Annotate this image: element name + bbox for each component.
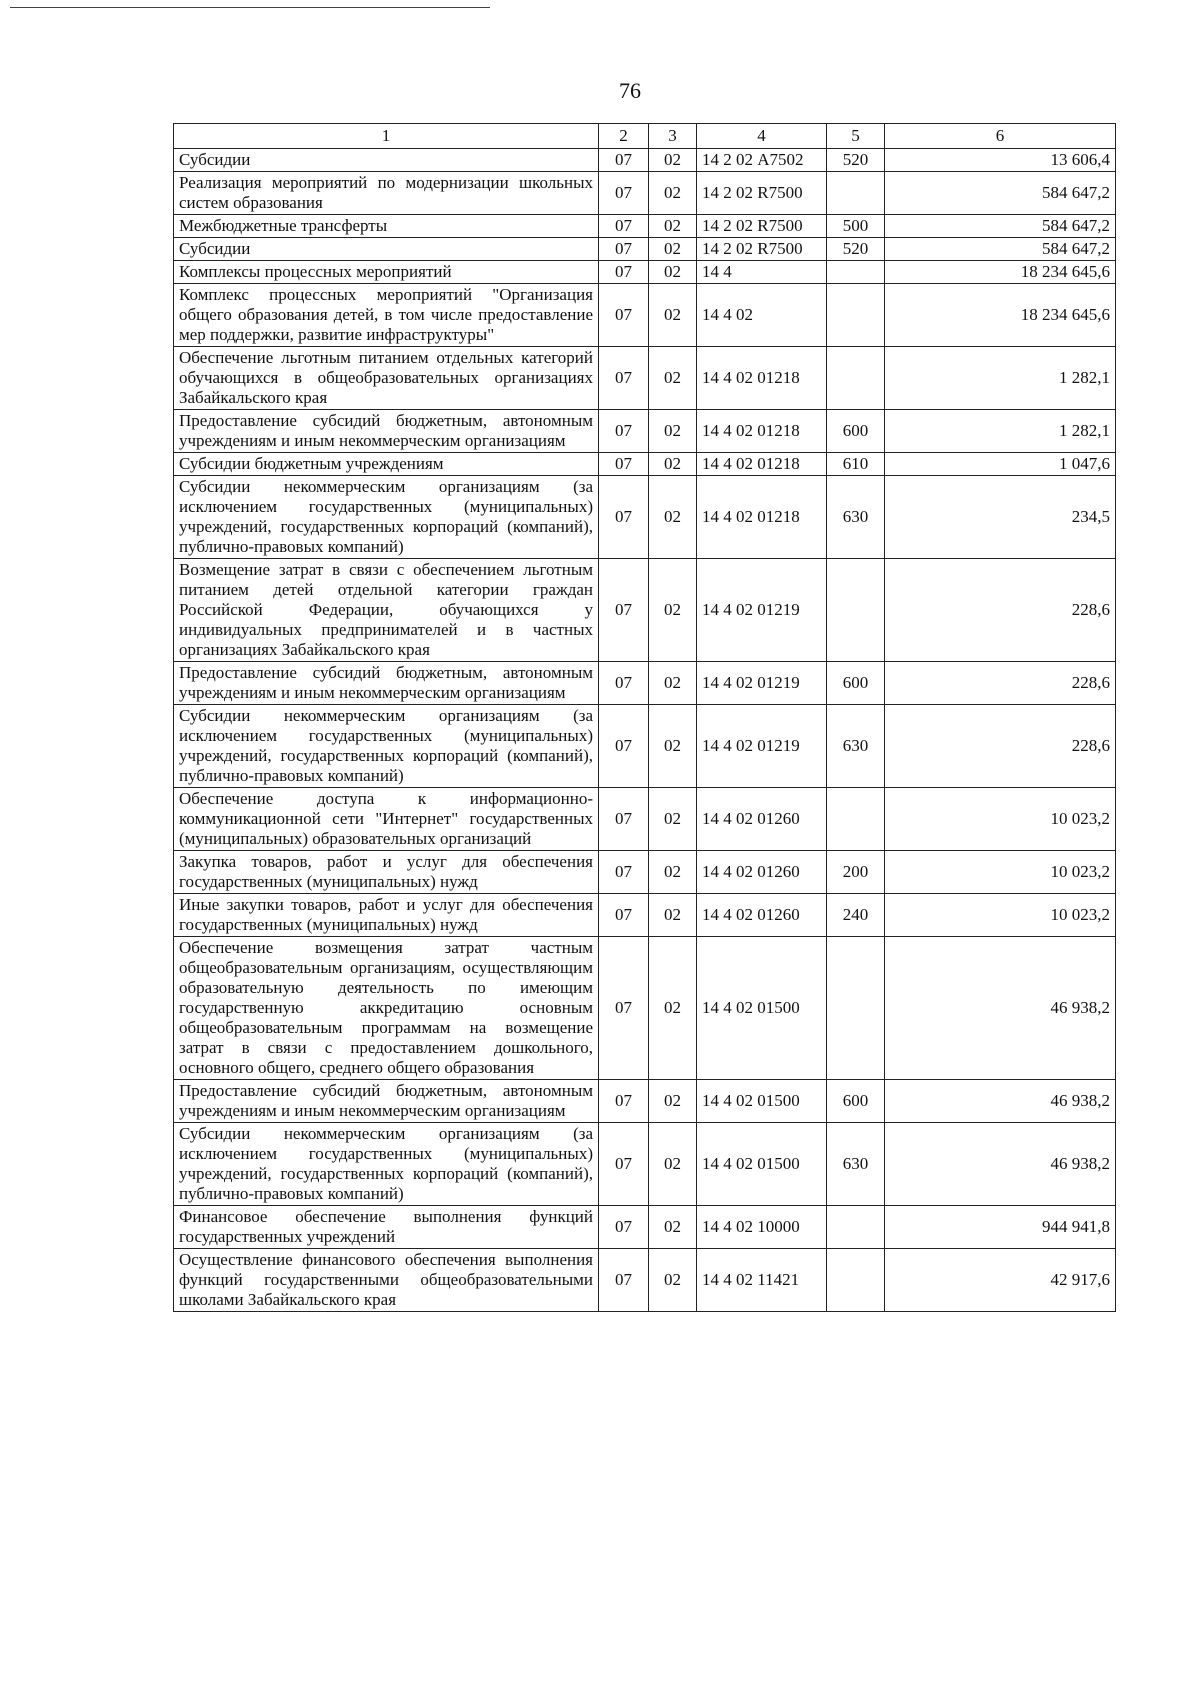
row-target-article-cell: 14 4 <box>697 261 827 284</box>
row-name-cell: Осуществление финансового обеспечения выполнения функций государственными общеобразовательными школами Забайкальского края <box>174 1249 599 1312</box>
table-row <box>174 284 1116 347</box>
row-subsection-cell: 02 <box>649 410 697 453</box>
row-target-article-cell: 14 4 02 01218 <box>697 453 827 476</box>
row-subsection-cell: 02 <box>649 284 697 347</box>
row-expense-type-cell <box>827 788 885 851</box>
table-row <box>174 1080 1116 1123</box>
column-header-name: 1 <box>174 124 599 149</box>
row-subsection-cell: 02 <box>649 662 697 705</box>
table-row <box>174 261 1116 284</box>
row-amount-cell: 1 282,1 <box>885 347 1116 410</box>
row-amount-cell: 1 047,6 <box>885 453 1116 476</box>
table-row <box>174 215 1116 238</box>
row-subsection-cell: 02 <box>649 788 697 851</box>
row-target-article-cell: 14 4 02 11421 <box>697 1249 827 1312</box>
row-name-cell: Субсидии некоммерческим организациям (за исключением государственных (муниципальных) учреждений, государственных корпораций (компаний), публично-правовых компаний) <box>174 1123 599 1206</box>
row-expense-type-cell: 600 <box>827 662 885 705</box>
row-amount-cell: 234,5 <box>885 476 1116 559</box>
row-target-article-cell: 14 2 02 А7502 <box>697 149 827 172</box>
row-subsection-cell: 02 <box>649 347 697 410</box>
row-amount-cell: 10 023,2 <box>885 894 1116 937</box>
row-expense-type-cell: 610 <box>827 453 885 476</box>
row-name-cell: Реализация мероприятий по модернизации школьных систем образования <box>174 172 599 215</box>
row-target-article-cell: 14 4 02 01260 <box>697 788 827 851</box>
row-amount-cell: 18 234 645,6 <box>885 284 1116 347</box>
row-section-cell: 07 <box>599 1080 649 1123</box>
row-target-article-cell: 14 4 02 01218 <box>697 476 827 559</box>
row-subsection-cell: 02 <box>649 851 697 894</box>
table-row <box>174 851 1116 894</box>
row-amount-cell: 42 917,6 <box>885 1249 1116 1312</box>
row-subsection-cell: 02 <box>649 1080 697 1123</box>
row-name-cell: Обеспечение льготным питанием отдельных категорий обучающихся в общеобразовательных организациях Забайкальского края <box>174 347 599 410</box>
row-subsection-cell: 02 <box>649 215 697 238</box>
row-section-cell: 07 <box>599 284 649 347</box>
row-target-article-cell: 14 2 02 R7500 <box>697 172 827 215</box>
row-section-cell: 07 <box>599 1249 649 1312</box>
row-expense-type-cell: 520 <box>827 149 885 172</box>
row-target-article-cell: 14 4 02 10000 <box>697 1206 827 1249</box>
row-expense-type-cell <box>827 172 885 215</box>
row-subsection-cell: 02 <box>649 937 697 1080</box>
row-expense-type-cell <box>827 1206 885 1249</box>
row-subsection-cell: 02 <box>649 1123 697 1206</box>
row-amount-cell: 10 023,2 <box>885 788 1116 851</box>
row-section-cell: 07 <box>599 476 649 559</box>
row-name-cell: Предоставление субсидий бюджетным, автономным учреждениям и иным некоммерческим организациям <box>174 1080 599 1123</box>
row-amount-cell: 18 234 645,6 <box>885 261 1116 284</box>
row-expense-type-cell: 520 <box>827 238 885 261</box>
row-expense-type-cell <box>827 261 885 284</box>
row-name-cell: Закупка товаров, работ и услуг для обеспечения государственных (муниципальных) нужд <box>174 851 599 894</box>
row-expense-type-cell: 240 <box>827 894 885 937</box>
row-section-cell: 07 <box>599 662 649 705</box>
table-row <box>174 476 1116 559</box>
table-row <box>174 788 1116 851</box>
row-amount-cell: 46 938,2 <box>885 1080 1116 1123</box>
row-target-article-cell: 14 2 02 R7500 <box>697 215 827 238</box>
row-name-cell: Субсидии некоммерческим организациям (за исключением государственных (муниципальных) учреждений, государственных корпораций (компаний), публично-правовых компаний) <box>174 705 599 788</box>
row-section-cell: 07 <box>599 261 649 284</box>
row-target-article-cell: 14 4 02 01218 <box>697 347 827 410</box>
row-expense-type-cell: 630 <box>827 476 885 559</box>
table-row <box>174 149 1116 172</box>
row-name-cell: Комплексы процессных мероприятий <box>174 261 599 284</box>
row-amount-cell: 584 647,2 <box>885 215 1116 238</box>
row-name-cell: Межбюджетные трансферты <box>174 215 599 238</box>
row-amount-cell: 944 941,8 <box>885 1206 1116 1249</box>
row-section-cell: 07 <box>599 937 649 1080</box>
row-expense-type-cell <box>827 559 885 662</box>
row-expense-type-cell <box>827 937 885 1080</box>
header-row <box>174 124 1116 149</box>
row-subsection-cell: 02 <box>649 261 697 284</box>
row-subsection-cell: 02 <box>649 894 697 937</box>
table-row <box>174 705 1116 788</box>
row-subsection-cell: 02 <box>649 476 697 559</box>
row-expense-type-cell: 600 <box>827 410 885 453</box>
table-row <box>174 1249 1116 1312</box>
budget-table <box>173 123 1116 1312</box>
row-target-article-cell: 14 4 02 01219 <box>697 662 827 705</box>
row-name-cell: Иные закупки товаров, работ и услуг для обеспечения государственных (муниципальных) нужд <box>174 894 599 937</box>
column-header-subsection: 3 <box>649 124 697 149</box>
table-row <box>174 410 1116 453</box>
row-name-cell: Предоставление субсидий бюджетным, автономным учреждениям и иным некоммерческим организациям <box>174 410 599 453</box>
row-target-article-cell: 14 4 02 <box>697 284 827 347</box>
row-name-cell: Обеспечение доступа к информационно-коммуникационной сети "Интернет" государственных (муниципальных) образовательных организаций <box>174 788 599 851</box>
row-subsection-cell: 02 <box>649 453 697 476</box>
row-section-cell: 07 <box>599 1206 649 1249</box>
row-amount-cell: 46 938,2 <box>885 937 1116 1080</box>
row-name-cell: Субсидии <box>174 149 599 172</box>
table-row <box>174 453 1116 476</box>
row-name-cell: Субсидии бюджетным учреждениям <box>174 453 599 476</box>
row-section-cell: 07 <box>599 851 649 894</box>
row-target-article-cell: 14 4 02 01260 <box>697 851 827 894</box>
row-subsection-cell: 02 <box>649 238 697 261</box>
column-header-target-article: 4 <box>697 124 827 149</box>
row-section-cell: 07 <box>599 559 649 662</box>
row-section-cell: 07 <box>599 410 649 453</box>
row-subsection-cell: 02 <box>649 1206 697 1249</box>
row-section-cell: 07 <box>599 453 649 476</box>
row-name-cell: Обеспечение возмещения затрат частным общеобразовательным организациям, осуществляющим образовательную деятельность по имеющим государственную аккредитацию основным общеобразовательным программам на возмещение затрат в связи с предоставлением дошкольного, основного общего, среднего общего образования <box>174 937 599 1080</box>
row-section-cell: 07 <box>599 215 649 238</box>
row-target-article-cell: 14 2 02 R7500 <box>697 238 827 261</box>
row-section-cell: 07 <box>599 788 649 851</box>
page-edge-rule <box>10 7 490 8</box>
row-section-cell: 07 <box>599 347 649 410</box>
row-name-cell: Предоставление субсидий бюджетным, автономным учреждениям и иным некоммерческим организациям <box>174 662 599 705</box>
row-subsection-cell: 02 <box>649 1249 697 1312</box>
row-amount-cell: 228,6 <box>885 559 1116 662</box>
row-amount-cell: 13 606,4 <box>885 149 1116 172</box>
row-amount-cell: 1 282,1 <box>885 410 1116 453</box>
row-target-article-cell: 14 4 02 01219 <box>697 705 827 788</box>
row-expense-type-cell: 600 <box>827 1080 885 1123</box>
row-subsection-cell: 02 <box>649 705 697 788</box>
row-section-cell: 07 <box>599 238 649 261</box>
row-amount-cell: 584 647,2 <box>885 172 1116 215</box>
row-target-article-cell: 14 4 02 01260 <box>697 894 827 937</box>
table-row <box>174 559 1116 662</box>
table-row <box>174 238 1116 261</box>
row-target-article-cell: 14 4 02 01218 <box>697 410 827 453</box>
row-target-article-cell: 14 4 02 01500 <box>697 937 827 1080</box>
column-header-section: 2 <box>599 124 649 149</box>
row-amount-cell: 46 938,2 <box>885 1123 1116 1206</box>
row-name-cell: Финансовое обеспечение выполнения функций государственных учреждений <box>174 1206 599 1249</box>
row-expense-type-cell <box>827 347 885 410</box>
row-section-cell: 07 <box>599 705 649 788</box>
column-header-amount: 6 <box>885 124 1116 149</box>
row-target-article-cell: 14 4 02 01500 <box>697 1123 827 1206</box>
table-row <box>174 662 1116 705</box>
row-expense-type-cell: 630 <box>827 1123 885 1206</box>
table-row <box>174 172 1116 215</box>
row-subsection-cell: 02 <box>649 172 697 215</box>
row-name-cell: Субсидии <box>174 238 599 261</box>
table-row <box>174 347 1116 410</box>
table-row <box>174 937 1116 1080</box>
row-name-cell: Комплекс процессных мероприятий "Организация общего образования детей, в том числе предоставление мер поддержки, развитие инфраструктуры" <box>174 284 599 347</box>
page-number: 76 <box>619 78 641 103</box>
column-header-expense-type: 5 <box>827 124 885 149</box>
row-section-cell: 07 <box>599 894 649 937</box>
row-amount-cell: 228,6 <box>885 662 1116 705</box>
row-amount-cell: 584 647,2 <box>885 238 1116 261</box>
row-amount-cell: 10 023,2 <box>885 851 1116 894</box>
table-row <box>174 1123 1116 1206</box>
row-section-cell: 07 <box>599 1123 649 1206</box>
table-row <box>174 894 1116 937</box>
row-section-cell: 07 <box>599 172 649 215</box>
row-target-article-cell: 14 4 02 01219 <box>697 559 827 662</box>
row-expense-type-cell: 630 <box>827 705 885 788</box>
row-target-article-cell: 14 4 02 01500 <box>697 1080 827 1123</box>
row-subsection-cell: 02 <box>649 559 697 662</box>
table-row <box>174 1206 1116 1249</box>
row-subsection-cell: 02 <box>649 149 697 172</box>
row-expense-type-cell <box>827 1249 885 1312</box>
row-expense-type-cell: 200 <box>827 851 885 894</box>
row-expense-type-cell <box>827 284 885 347</box>
row-name-cell: Субсидии некоммерческим организациям (за исключением государственных (муниципальных) учреждений, государственных корпораций (компаний), публично-правовых компаний) <box>174 476 599 559</box>
row-amount-cell: 228,6 <box>885 705 1116 788</box>
row-section-cell: 07 <box>599 149 649 172</box>
row-name-cell: Возмещение затрат в связи с обеспечением льготным питанием детей отдельной категории граждан Российской Федерации, обучающихся у индивидуальных предпринимателей и в частных организациях Забайкальского края <box>174 559 599 662</box>
row-expense-type-cell: 500 <box>827 215 885 238</box>
